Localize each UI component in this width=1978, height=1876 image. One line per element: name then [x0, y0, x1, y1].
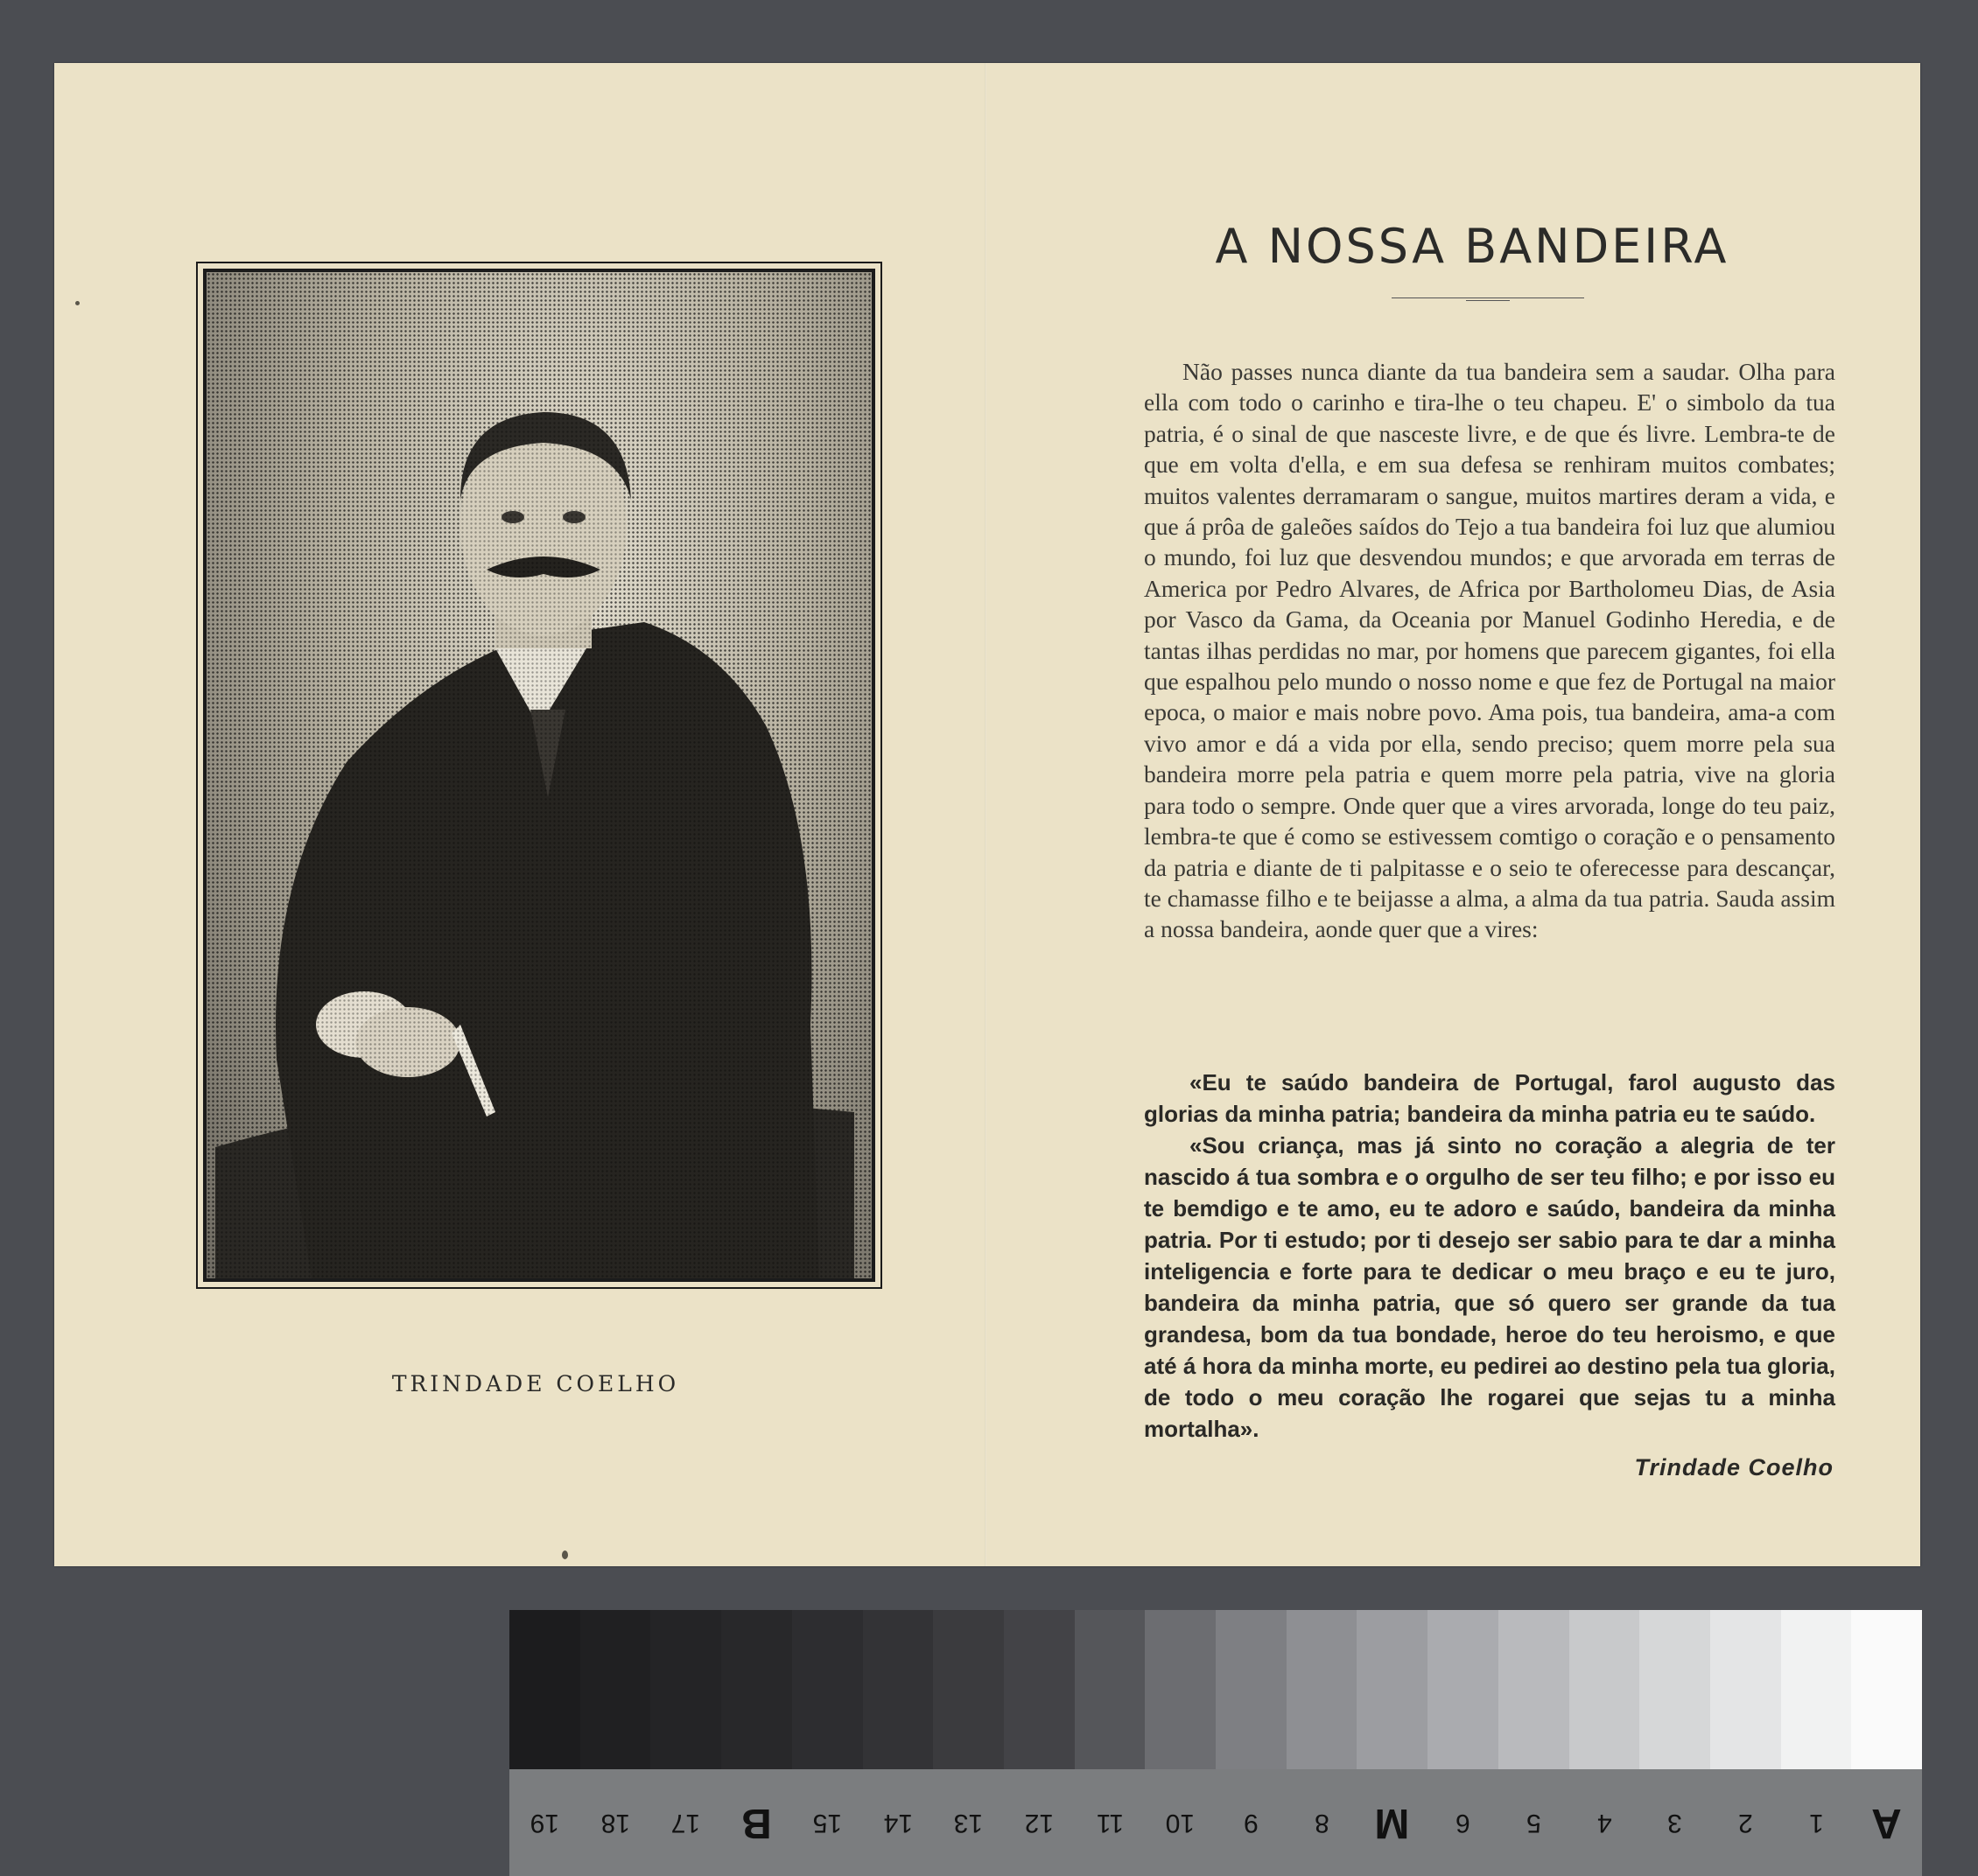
page-title: A NOSSA BANDEIRA — [1215, 219, 1729, 274]
scale-label: A — [1871, 1799, 1903, 1846]
gray-swatch — [1427, 1610, 1498, 1769]
center-fold — [985, 63, 986, 1566]
scale-label: 9 — [1244, 1809, 1259, 1838]
gray-swatch — [1075, 1610, 1146, 1769]
scale-label: 10 — [1166, 1809, 1196, 1838]
gray-swatch — [721, 1610, 792, 1769]
signature: Trindade Coelho — [1634, 1454, 1834, 1480]
scale-label: 14 — [883, 1809, 913, 1838]
gray-swatch — [1851, 1610, 1922, 1769]
scale-label: 18 — [600, 1809, 630, 1838]
scale-label: 15 — [812, 1809, 842, 1838]
scale-label: 19 — [530, 1809, 560, 1838]
quote-paragraph-1: «Eu te saúdo bandeira de Portugal, farol augusto das glorias da minha patria; bandeira da minha patria eu te saúdo. — [1144, 1069, 1835, 1127]
gray-swatch — [509, 1610, 580, 1769]
gray-swatch — [1569, 1610, 1640, 1769]
portrait-caption: TRINDADE COELHO — [391, 1371, 680, 1396]
scale-label: 13 — [953, 1809, 984, 1838]
scale-label: 8 — [1314, 1809, 1329, 1838]
gray-swatch — [1287, 1610, 1357, 1769]
scale-label: 17 — [671, 1809, 701, 1838]
scale-label: M — [1374, 1799, 1410, 1846]
scale-label: 12 — [1024, 1809, 1054, 1838]
gray-scale-target — [509, 1610, 1922, 1876]
paper-speck — [562, 1550, 568, 1559]
gray-swatch — [1357, 1610, 1427, 1769]
gray-swatch — [1004, 1610, 1075, 1769]
scale-label: 1 — [1808, 1809, 1824, 1838]
scale-label: 3 — [1667, 1809, 1682, 1838]
scale-labels — [509, 1769, 1922, 1876]
gray-swatches — [509, 1610, 1922, 1769]
scale-label: 6 — [1455, 1809, 1470, 1838]
gray-swatch — [580, 1610, 651, 1769]
gray-swatch — [1216, 1610, 1287, 1769]
portrait-photo — [203, 269, 875, 1282]
portrait-figure — [207, 272, 872, 1278]
gray-swatch — [863, 1610, 934, 1769]
gray-swatch — [1145, 1610, 1216, 1769]
scale-label: 4 — [1596, 1809, 1612, 1838]
gray-swatch — [1639, 1610, 1710, 1769]
scale-label: B — [741, 1799, 772, 1846]
gray-swatch — [1781, 1610, 1852, 1769]
gray-swatch — [1498, 1610, 1569, 1769]
quote-paragraph-2: «Sou criança, mas já sinto no coração a alegria de ter nascido á tua sombra e o orgulho de ser teu filho; e por isso eu te bemdigo e te amo, eu te adoro e saúdo, bandeira da minha patria. Por ti estudo; por ti desejo ser sabio para te dar a minha inteligencia e forte para te dedicar o meu braço e eu te juro, bandeira da minha patria, que só quero ser grande da tua grandesa, bom da tua bondade, heroe do teu heroismo, e que até á hora da minha morte, eu pedirei ao destino pela tua gloria, de todo o meu coração lhe rogarei que sejas tu a minha mortalha». — [1144, 1132, 1835, 1442]
gray-swatch — [1710, 1610, 1781, 1769]
scale-label: 2 — [1737, 1809, 1753, 1838]
document-sheet — [54, 63, 1920, 1566]
gray-swatch — [650, 1610, 721, 1769]
body-paragraph: Não passes nunca diante da tua bandeira sem a saudar. Olha para ella com todo o carinho e tira-lhe o teu chapeu. E' o simbolo da tua patria, é o sinal de que nasceste livre, e de que és livre. Lembra-te de que em volta d'ella, e em sua defesa se renhiram muitos combates; muitos valentes derramaram o sangue, muitos martires deram a vida, e que á prôa de galeões saídos do Tejo a tua bandeira foi luz que alumiou o mundo, foi luz que desvendou mundos; e que arvorada em terras de America por Pedro Alvares, de Africa por Bartholomeu Dias, de Asia por Vasco da Gama, da Oceania por Manuel Godinho Heredia, e de tantas ilhas perdidas no mar, por homens que parecem gigantes, foi ella que espalhou pelo mundo o nosso nome e que fez de Portugal na maior epoca, o maior e mais nobre povo. Ama pois, tua bandeira, ama-a com vivo amor e dá a vida por ella, sendo preciso; quem morre pela sua bandeira morre pela patria e quem morre pela patria, vive na gloria para todo o sempre. Onde quer que a vires arvorada, longe do teu paiz, lembra-te que é como se estivessem comtigo o coração e o pensamento da patria e diante de ti palpitasse e o seio te oferecesse para descançar, te chamasse filho e te beijasse a alma, a alma da tua patria. Sauda assim a nossa bandeira, aonde quer que a vires: — [1144, 358, 1835, 943]
paper-speck — [75, 301, 80, 305]
scale-label: 11 — [1096, 1809, 1124, 1838]
gray-swatch — [792, 1610, 863, 1769]
gray-swatch — [933, 1610, 1004, 1769]
scale-label: 5 — [1526, 1809, 1541, 1838]
